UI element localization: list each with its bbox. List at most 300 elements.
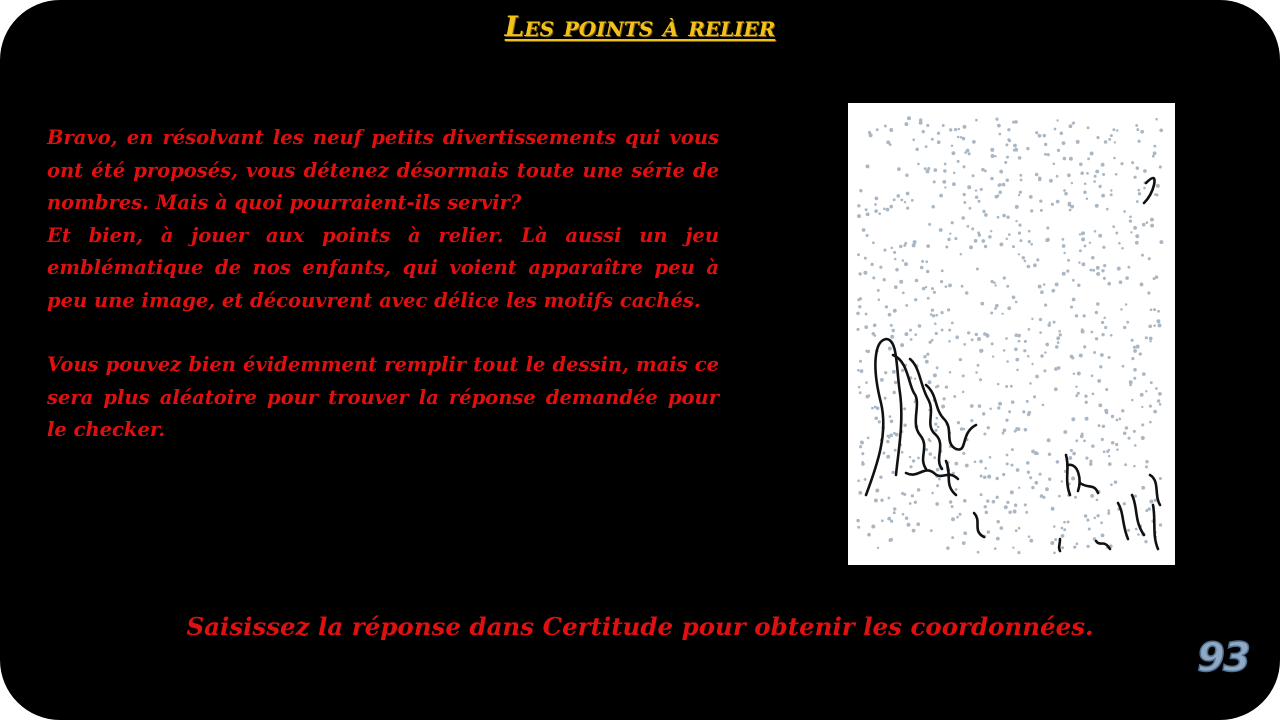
dot [1072,452,1076,456]
dot [941,329,944,332]
dot [1039,331,1042,334]
dot [1006,216,1009,219]
dot [1150,218,1154,222]
dot [1029,382,1032,385]
dot [1098,234,1102,238]
dot [928,380,932,384]
dot [995,304,999,308]
dot [1035,375,1039,379]
dot [1057,341,1060,344]
dot [912,529,916,533]
dot [878,298,881,301]
dot [1084,395,1087,398]
dot [889,128,893,132]
dot [991,154,995,158]
dot [958,128,961,131]
paragraph-hint: Vous pouvez bien évidemment remplir tout le dessin, mais ce sera plus aléatoire pour trouver la réponse demandée pour le checker. [47,353,719,441]
dot [1111,441,1115,445]
dot [1096,514,1099,517]
dot [1071,477,1075,481]
dot [971,227,974,230]
dot [1045,343,1049,347]
dot [1128,266,1131,269]
dot [884,397,887,400]
dot [1152,155,1155,158]
dot [1006,238,1008,240]
dot [1101,438,1104,441]
dot [1094,175,1097,178]
dot [1141,254,1144,257]
dot [1094,230,1097,233]
dot [1083,314,1086,317]
dot [954,128,957,131]
dot [971,338,974,341]
dot [927,297,930,300]
dot [902,259,905,262]
dot [875,197,879,201]
dot [856,312,860,316]
dot [1110,189,1112,191]
dot [1119,280,1123,284]
dot [1068,124,1072,128]
dot [961,285,964,288]
dot [894,449,897,452]
paragraph-spacer [47,317,719,349]
dot [969,245,973,249]
dot [878,212,881,215]
dot [886,140,890,144]
dot [1015,358,1019,362]
dot [1010,385,1013,388]
dot [1131,339,1134,342]
dot [949,371,952,374]
dot [1120,162,1123,165]
dot [931,287,934,290]
dot [1083,191,1087,195]
dot [1150,308,1153,311]
dot [1129,384,1132,387]
dot [955,488,958,491]
dot [1024,340,1027,343]
dot [1104,140,1108,144]
dot [1006,285,1009,288]
dot [947,308,950,311]
dot [926,353,929,356]
dot [1141,436,1145,440]
dot [951,145,954,148]
dot [1056,336,1060,340]
dot [919,121,923,125]
dot [1063,252,1065,254]
dot [930,529,933,532]
dot [1039,199,1042,202]
dot [940,280,943,283]
dot [939,228,943,232]
dot [910,338,913,341]
dot [914,378,916,380]
dot [990,177,993,180]
dot [1159,477,1162,480]
dot [864,257,867,260]
dot [872,276,875,279]
dot [1062,141,1066,145]
dot [1072,279,1075,282]
dot [1058,330,1061,333]
dot [994,155,996,157]
dot [917,488,921,492]
dot [901,492,904,495]
dot [1139,352,1142,355]
dot [1135,528,1138,531]
dot [960,427,963,430]
dot [1104,326,1107,329]
dot [909,465,912,468]
dot [1056,119,1058,121]
dot [1095,170,1099,174]
dot [1131,161,1134,164]
dot [1098,403,1102,407]
dot [1070,306,1073,309]
dot [874,499,878,503]
dot [857,369,860,372]
dot [983,476,987,480]
dot [1048,478,1051,481]
dot [1062,238,1065,241]
dot [989,456,992,459]
dot [1153,145,1156,148]
dot [1116,419,1119,422]
dot [1047,323,1050,326]
dot [1071,356,1074,359]
dot [1136,128,1139,131]
dot [874,209,878,213]
dot [967,185,971,189]
dot [1044,351,1046,353]
dot [933,168,937,172]
dot [1015,301,1018,304]
dot [1067,259,1070,262]
dot [1055,345,1059,349]
dot [942,397,945,400]
dot [1149,421,1152,424]
dot [1077,392,1080,395]
dot [1015,205,1019,209]
dot [965,464,969,468]
dot [962,137,965,140]
dot [890,419,894,423]
dot [987,426,990,429]
dot [936,366,939,369]
dot [1013,510,1017,514]
dot [888,347,892,351]
dot [1133,368,1137,372]
dot [935,314,938,317]
dot [1090,152,1094,156]
dot [949,232,951,234]
dot [874,406,877,409]
dot [1003,276,1006,279]
dot [984,213,988,217]
dot [1078,261,1080,263]
dot [1129,215,1132,218]
dot [894,381,897,384]
dot [920,266,924,270]
dot [892,370,896,374]
dot [1076,140,1080,144]
dot [1022,410,1025,413]
dot [1056,460,1060,464]
dot [1077,283,1081,287]
dot [922,287,926,291]
dot [1015,529,1018,532]
dot [939,194,943,198]
dot [1039,318,1042,321]
dot [890,324,893,327]
dot [861,441,864,444]
dot [1136,345,1140,349]
dot [962,374,965,377]
dot [1061,546,1064,549]
dot [1005,143,1008,146]
dot [999,133,1002,136]
dot [1020,179,1023,182]
dot [1105,388,1108,391]
dot [874,417,878,421]
dot [1125,303,1128,306]
footer-instruction: Saisissez la réponse dans Certitude pour obtenir les coordonnées. [186,612,1094,641]
dot [1043,283,1046,286]
dot [1086,172,1089,175]
dot [1081,262,1085,266]
dot [917,163,920,166]
dot [1014,504,1017,507]
dot [990,148,994,152]
dot [1156,184,1160,188]
dot [1040,290,1044,294]
dot [925,260,928,263]
dot [1125,276,1129,280]
dot [1134,176,1137,179]
dot [1092,393,1095,396]
dot [1084,183,1087,186]
dot [1143,187,1146,190]
dot [1046,238,1050,242]
dot [994,547,997,550]
dot [912,138,915,141]
dot [951,517,955,521]
dot [1107,282,1111,286]
dot [1008,139,1011,142]
dot [1054,387,1058,391]
dot [1069,157,1073,161]
dot [1019,191,1022,194]
dot [981,168,985,172]
dot [1093,180,1096,183]
dot [1082,232,1085,235]
dot [1075,394,1078,397]
dot [1027,355,1030,358]
dot [1014,120,1018,124]
dot [933,456,936,459]
dot [1018,224,1021,227]
dot [988,235,992,239]
dot [1048,453,1051,456]
dot [865,208,868,211]
dot [977,231,980,234]
dot [1089,462,1093,466]
dot [1051,507,1055,511]
dot [885,305,888,308]
dot [856,519,859,522]
dot [1101,163,1105,167]
dot [1145,460,1148,463]
dot [1135,234,1139,238]
dot [867,437,870,440]
dot [965,291,968,294]
dot [1029,195,1033,199]
dot [926,270,929,273]
dot [1083,440,1086,443]
dot [1122,365,1125,368]
dot [1135,241,1139,245]
dot [1043,134,1047,138]
dot [903,407,906,410]
dot [1106,208,1109,211]
dot [995,118,998,121]
dot [1129,220,1132,223]
dot [1156,319,1160,323]
dot [936,417,939,420]
dot [904,332,908,336]
dot [1079,233,1081,235]
dot [1120,308,1123,311]
dot [975,189,977,191]
dot [934,423,937,426]
dot [1155,118,1158,121]
dot [1062,244,1066,248]
dot [933,291,936,294]
dot [1096,266,1100,270]
dot [1035,131,1038,134]
paragraph-intro: Bravo, en résolvant les neuf petits divertissements qui vous ont été proposés, vous détenez désormais toute une série de nombres. Mais à quoi pourraient-ils servir? [47,126,719,214]
dot [1142,372,1146,376]
dot [931,205,935,209]
dot [1147,291,1150,294]
dot [918,324,922,328]
dot [1028,411,1031,414]
dot [1053,321,1056,324]
dot [1108,455,1110,457]
dot [906,207,909,210]
dot [1084,514,1088,518]
dot [897,167,901,171]
dot [1115,443,1118,446]
dot [870,263,873,266]
dot [1089,242,1091,244]
dot [1006,454,1009,457]
dot [1001,171,1003,173]
dot [1023,349,1026,352]
dot [1102,246,1105,249]
dot [962,452,965,455]
dot [864,478,867,481]
dot [1115,232,1118,235]
dot [1075,314,1078,317]
dot [1136,166,1140,170]
dot [948,329,951,332]
dot [1044,153,1047,156]
dot [1003,349,1006,352]
dot [928,223,931,226]
dot [1145,390,1147,392]
dot [1086,545,1089,548]
dot [867,350,870,353]
dot [863,271,867,275]
dot [888,497,891,500]
dot [891,247,894,250]
dot [975,333,978,336]
dot [1002,473,1005,476]
dot [1071,182,1073,184]
dot [997,124,1001,128]
dot [1144,540,1147,543]
dot [982,412,985,415]
dot [1028,328,1031,331]
dot [883,207,886,210]
dot [866,164,870,168]
dot-to-dot-image [848,103,1175,565]
dot [991,281,994,284]
dot [1029,476,1032,479]
dot [883,249,886,252]
dot [925,145,928,148]
dot [972,174,975,177]
dot [1112,128,1115,131]
dot [987,530,990,533]
dot [970,419,973,422]
dot [1002,183,1006,187]
dot [996,496,999,499]
dot [995,195,999,199]
dot [959,513,962,516]
dot [998,183,1001,186]
dot [1123,432,1127,436]
dot [1007,306,1011,310]
dot [980,493,983,496]
dot [1159,523,1162,526]
dot [1024,428,1028,432]
dot [871,525,875,529]
dot [1008,233,1011,236]
dot [1087,126,1090,129]
dot [865,313,868,316]
dot [1101,194,1105,198]
dot [915,279,919,283]
dot [948,340,951,343]
dot [926,124,929,127]
dot [1110,134,1113,137]
dot [866,212,870,216]
dot [1026,147,1029,150]
dot [1028,240,1031,243]
dot [1015,220,1017,222]
dot [1067,173,1071,177]
dot [1096,499,1099,502]
dot [1158,392,1162,396]
dot [899,280,903,284]
dot [1035,173,1039,177]
dot [1103,264,1106,267]
